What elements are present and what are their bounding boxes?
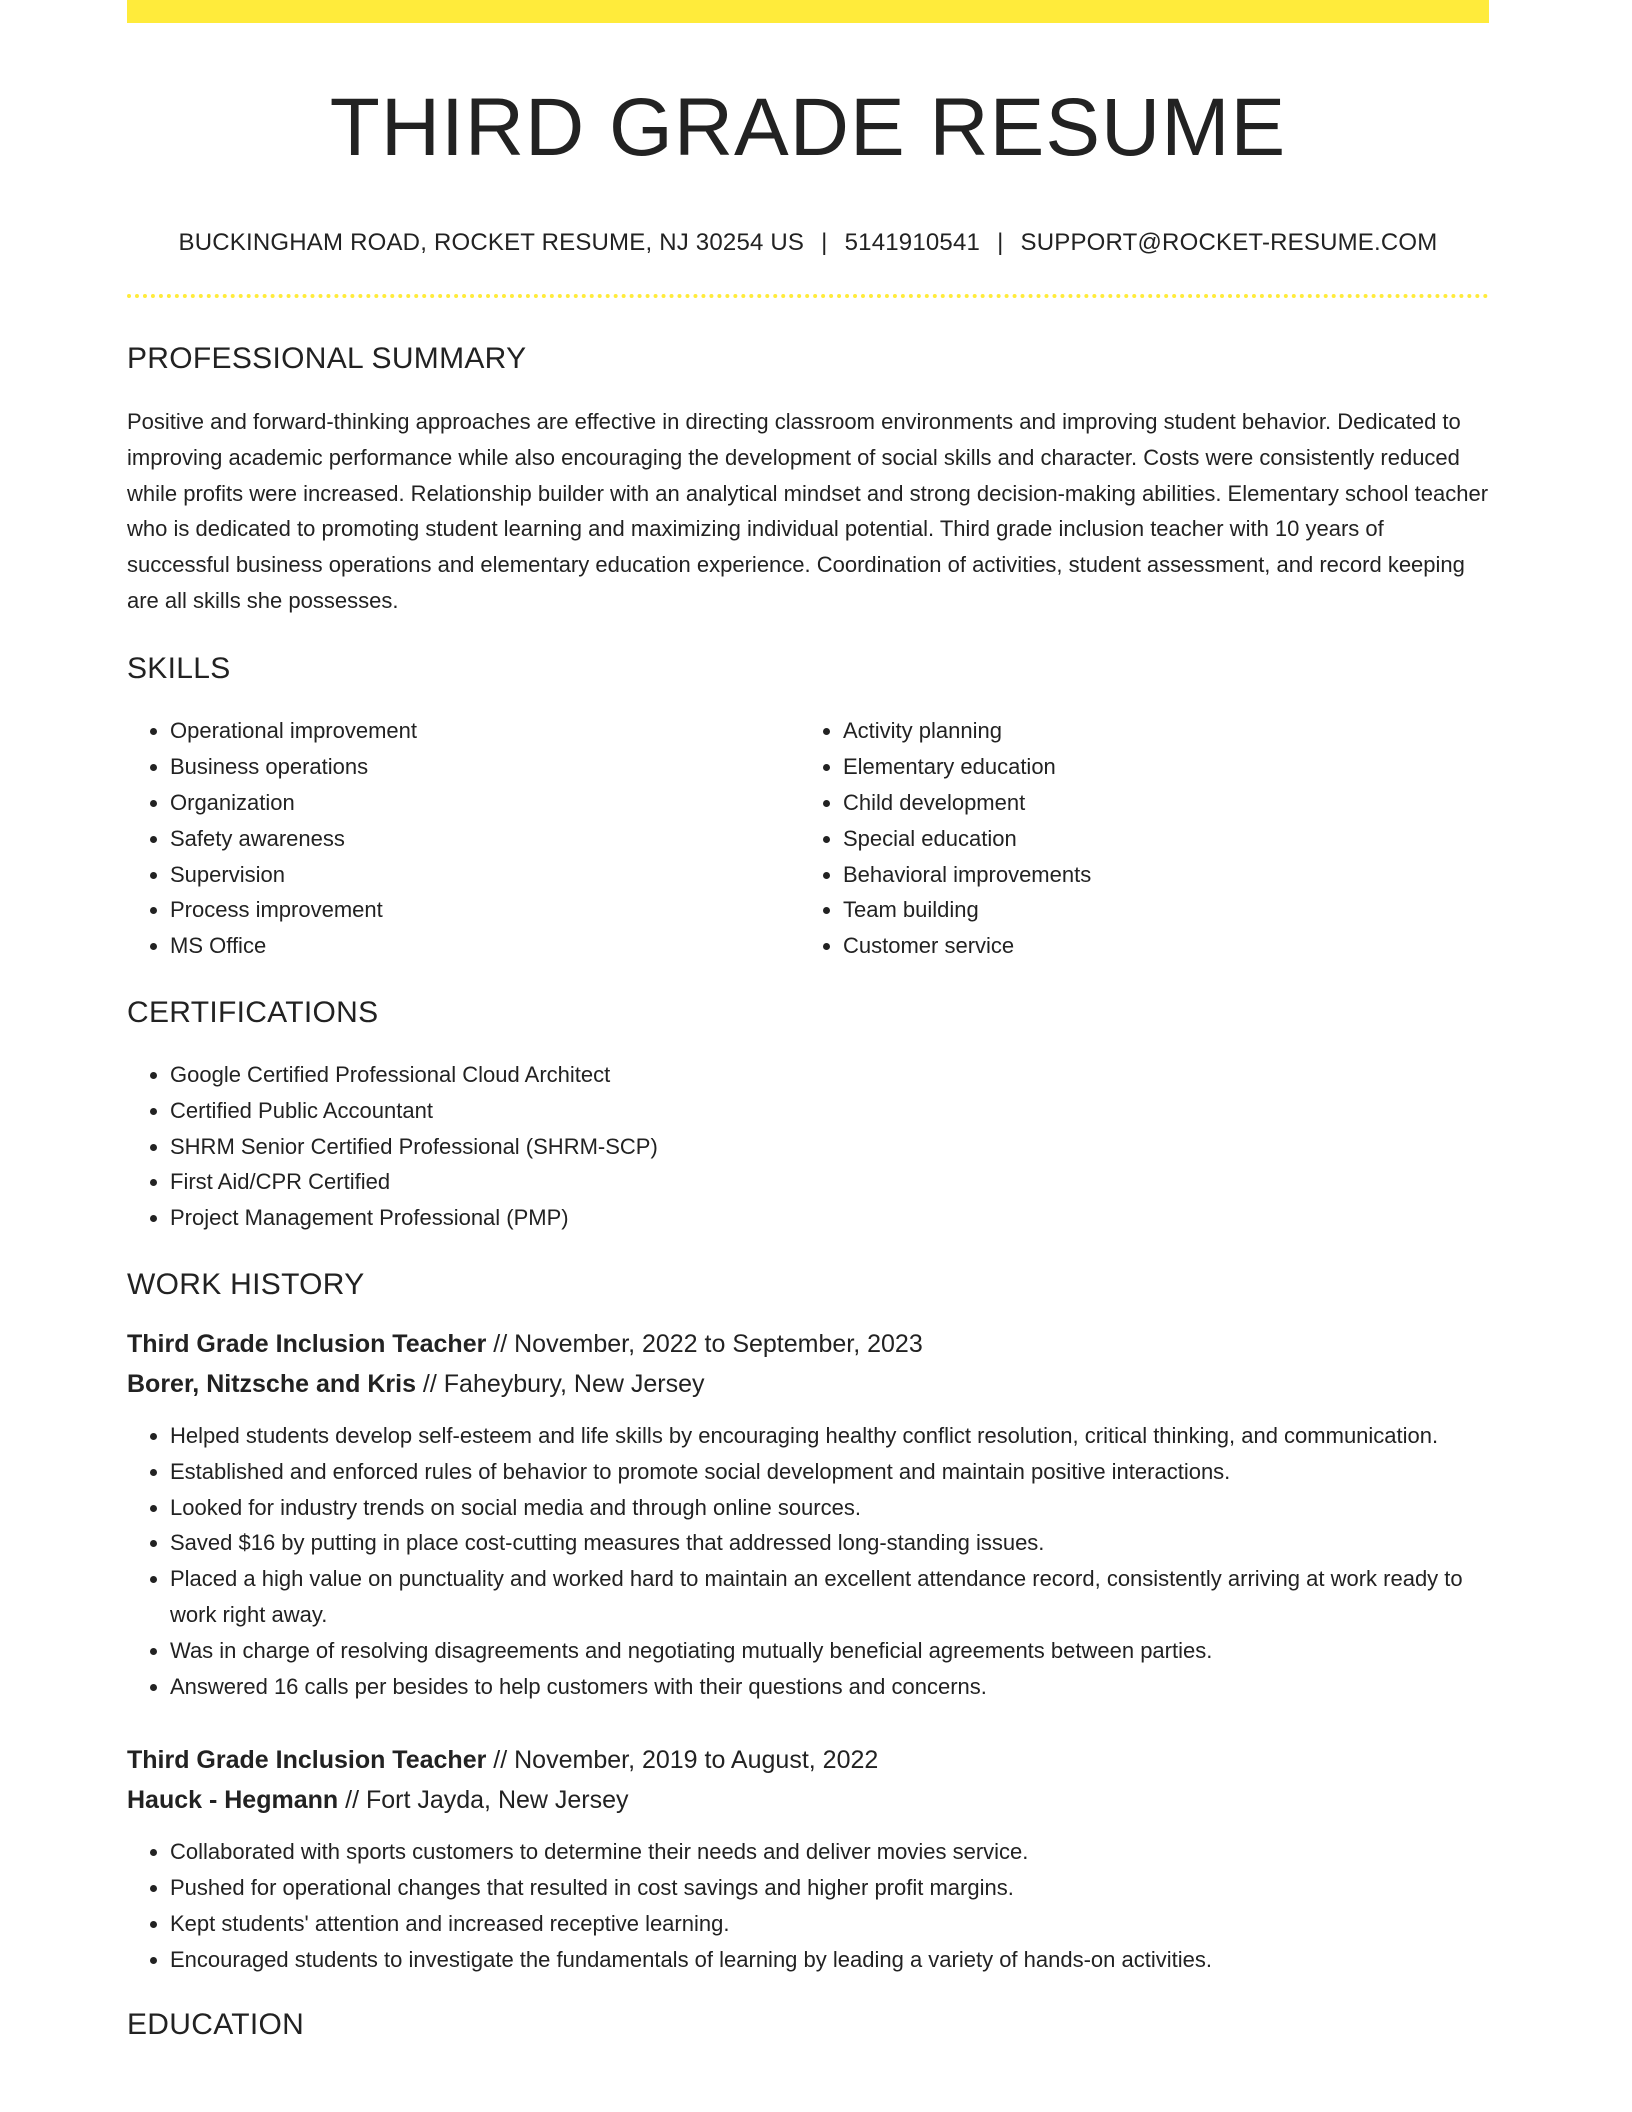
skills-list: [127, 713, 1489, 964]
education-heading: EDUCATION: [127, 2007, 305, 2041]
certification-item: • Project Management Professional (PMP): [170, 1200, 1489, 1236]
job-company-line: [127, 1364, 1489, 1404]
job-title-line: [127, 1324, 1489, 1364]
job-role: Third Grade Inclusion Teacher: [127, 1329, 487, 1358]
job-dates: // November, 2022 to September, 2023: [486, 1329, 923, 1358]
job-duty: • Helped students develop self-esteem and life skills by encouraging healthy conflict resolution, critical thinking, and communication.: [170, 1418, 1489, 1454]
job-entry: [127, 1324, 1489, 1704]
skill-item: • Process improvement: [170, 892, 800, 928]
skill-item: • Special education: [843, 821, 1473, 857]
job-location: // Fort Jayda, New Jersey: [338, 1786, 629, 1815]
job-duty: • Collaborated with sports customers to determine their needs and deliver movies service.: [170, 1834, 1489, 1870]
skills-heading: SKILLS: [127, 652, 231, 686]
job-role: Third Grade Inclusion Teacher: [127, 1746, 487, 1775]
contact-separator: |: [821, 229, 828, 257]
job-duties-list: [127, 1418, 1489, 1704]
contact-separator: |: [997, 229, 1004, 257]
job-duty: • Established and enforced rules of behavior to promote social development and maintain positive interactions.: [170, 1454, 1489, 1490]
skills-column-right: [800, 713, 1473, 964]
skill-item: • Operational improvement: [170, 713, 800, 749]
job-duties-list: [127, 1834, 1489, 1977]
certification-item: • First Aid/CPR Certified: [170, 1164, 1489, 1200]
certification-item: • SHRM Senior Certified Professional (SHRM-SCP): [170, 1129, 1489, 1165]
top-accent-bar: [127, 0, 1489, 23]
job-duty: • Was in charge of resolving disagreements and negotiating mutually beneficial agreements between parties.: [170, 1633, 1489, 1669]
skill-item: • Activity planning: [843, 713, 1473, 749]
job-duty: • Looked for industry trends on social media and through online sources.: [170, 1490, 1489, 1526]
skill-item: • Organization: [170, 785, 800, 821]
certification-item: • Google Certified Professional Cloud Architect: [170, 1057, 1489, 1093]
resume-page: [127, 0, 1489, 2042]
skill-item: • Elementary education: [843, 749, 1473, 785]
job-dates: // November, 2019 to August, 2022: [486, 1746, 879, 1775]
job-duty: • Kept students' attention and increased receptive learning.: [170, 1906, 1489, 1942]
summary-heading: PROFESSIONAL SUMMARY: [127, 342, 527, 376]
contact-line: [127, 229, 1489, 257]
resume-title: THIRD GRADE RESUME: [329, 82, 1287, 173]
skill-item: • Supervision: [170, 857, 800, 893]
job-company: Hauck - Hegmann: [127, 1786, 339, 1815]
skill-item: • Team building: [843, 892, 1473, 928]
job-duty: • Saved $16 by putting in place cost-cutting measures that addressed long-standing issues.: [170, 1525, 1489, 1561]
skill-item: • MS Office: [170, 928, 800, 964]
skill-item: • Business operations: [170, 749, 800, 785]
job-duty: • Pushed for operational changes that resulted in cost savings and higher profit margins.: [170, 1870, 1489, 1906]
certification-item: • Certified Public Accountant: [170, 1093, 1489, 1129]
skill-item: • Child development: [843, 785, 1473, 821]
contact-email: SUPPORT@ROCKET-RESUME.COM: [1020, 229, 1438, 257]
skill-item: • Customer service: [843, 928, 1473, 964]
job-duty: • Answered 16 calls per besides to help customers with their questions and concerns.: [170, 1669, 1489, 1705]
work-history-heading: WORK HISTORY: [127, 1267, 365, 1301]
skills-column-left: [127, 713, 800, 964]
job-duty: • Encouraged students to investigate the fundamentals of learning by leading a variety of hands-on activities.: [170, 1942, 1489, 1978]
contact-phone: 5141910541: [844, 229, 981, 257]
job-company: Borer, Nitzsche and Kris: [127, 1369, 416, 1398]
job-duty: • Placed a high value on punctuality and worked hard to maintain an excellent attendance record, consistently arriving at work ready to work right away.: [170, 1561, 1489, 1633]
job-company-line: [127, 1780, 1489, 1820]
job-location: // Faheybury, New Jersey: [415, 1369, 705, 1398]
dotted-divider: [127, 294, 1489, 298]
job-title-line: [127, 1740, 1489, 1780]
certifications-list: [127, 1057, 1489, 1236]
skill-item: • Safety awareness: [170, 821, 800, 857]
certifications-heading: CERTIFICATIONS: [127, 995, 379, 1029]
skill-item: • Behavioral improvements: [843, 857, 1473, 893]
contact-address: BUCKINGHAM ROAD, ROCKET RESUME, NJ 30254 US: [178, 229, 805, 257]
summary-text: Positive and forward-thinking approaches are effective in directing classroom environments and improving student behavior. Dedicated to improving academic performance while also encouraging the development of social skills and character. Costs were consistently reduced while profits were increased. Relationship builder with an analytical mindset and strong decision-making abilities. Elementary school teacher who is dedicated to promoting student learning and maximizing individual potential. Third grade inclusion teacher with 10 years of successful business operations and elementary education experience. Coordination of activities, student assessment, and record keeping are all skills she possesses.: [127, 409, 1489, 613]
job-entry: [127, 1740, 1489, 1977]
